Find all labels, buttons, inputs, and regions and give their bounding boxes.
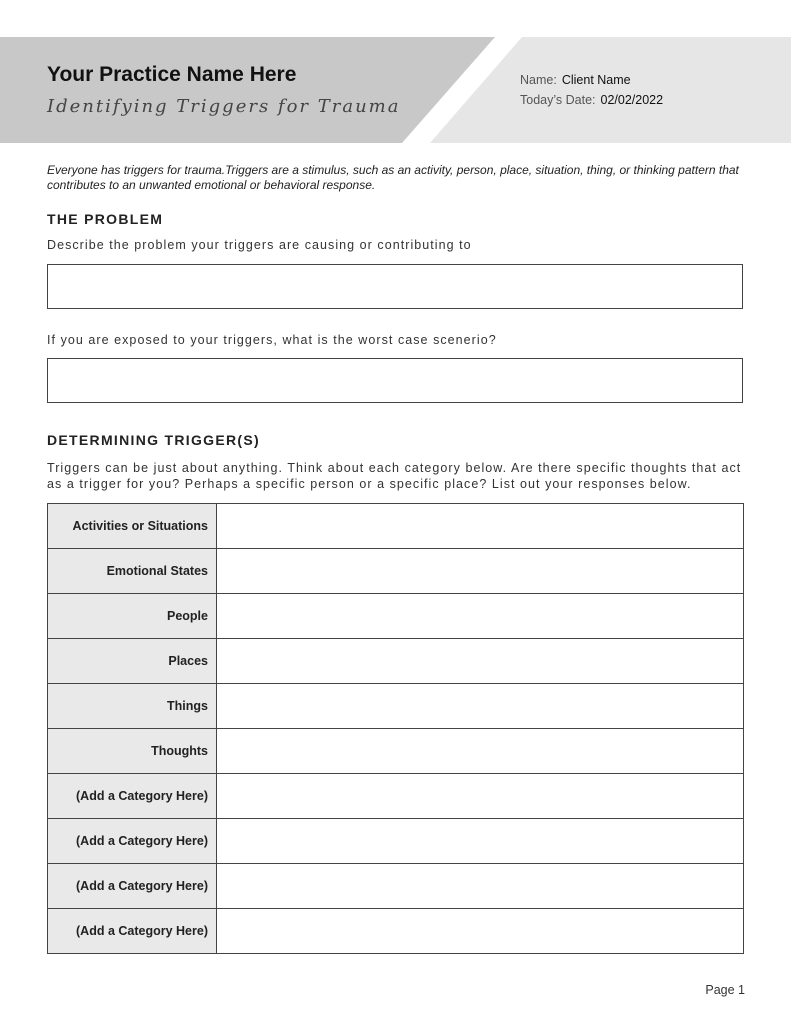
problem-heading: THE PROBLEM (47, 211, 164, 227)
category-cell: (Add a Category Here) (48, 774, 217, 819)
category-cell: Activities or Situations (48, 504, 217, 549)
triggers-prompt: Triggers can be just about anything. Think about each category below. Are there specific thoughts that act as a trigger for you? Perhaps a specific person or a specific place? List out your responses below. (47, 461, 742, 491)
page-number: Page 1 (705, 983, 745, 997)
category-cell: (Add a Category Here) (48, 864, 217, 909)
response-cell[interactable] (217, 774, 744, 819)
response-cell[interactable] (217, 639, 744, 684)
date-value[interactable]: 02/02/2022 (600, 93, 664, 107)
table-row (48, 639, 744, 684)
client-name-field (520, 73, 631, 87)
table-row (48, 504, 744, 549)
response-cell[interactable] (217, 909, 744, 954)
response-cell[interactable] (217, 684, 744, 729)
client-name-value[interactable]: Client Name (561, 73, 631, 87)
category-cell: Things (48, 684, 217, 729)
response-cell[interactable] (217, 864, 744, 909)
triggers-table (47, 503, 744, 954)
date-field (520, 93, 663, 107)
response-cell[interactable] (217, 729, 744, 774)
table-row (48, 774, 744, 819)
category-cell: People (48, 594, 217, 639)
table-row (48, 819, 744, 864)
intro-text: Everyone has triggers for trauma.Triggers are a stimulus, such as an activity, person, place, situation, thing, or thinking pattern that contributes to an unwanted emotional or behavioral response. (47, 163, 739, 192)
category-cell: Places (48, 639, 217, 684)
worst-case-prompt: If you are exposed to your triggers, what is the worst case scenerio? (47, 333, 497, 347)
table-row (48, 594, 744, 639)
response-cell[interactable] (217, 549, 744, 594)
table-row (48, 549, 744, 594)
category-cell: Emotional States (48, 549, 217, 594)
response-cell[interactable] (217, 819, 744, 864)
response-cell[interactable] (217, 504, 744, 549)
response-cell[interactable] (217, 594, 744, 639)
triggers-heading: DETERMINING TRIGGER(S) (47, 432, 260, 448)
problem-answer-box[interactable] (47, 264, 743, 309)
banner-background (0, 37, 791, 143)
name-label: Name: (520, 73, 557, 87)
table-row (48, 684, 744, 729)
date-label: Today’s Date: (520, 93, 596, 107)
practice-name: Your Practice Name Here (47, 63, 297, 86)
category-cell: (Add a Category Here) (48, 909, 217, 954)
problem-prompt: Describe the problem your triggers are causing or contributing to (47, 238, 472, 252)
worst-case-answer-box[interactable] (47, 358, 743, 403)
category-cell: Thoughts (48, 729, 217, 774)
category-cell: (Add a Category Here) (48, 819, 217, 864)
table-row (48, 909, 744, 954)
worksheet-title: Identifying Triggers for Trauma (47, 96, 401, 117)
table-row (48, 729, 744, 774)
header-banner (0, 37, 791, 143)
table-row (48, 864, 744, 909)
